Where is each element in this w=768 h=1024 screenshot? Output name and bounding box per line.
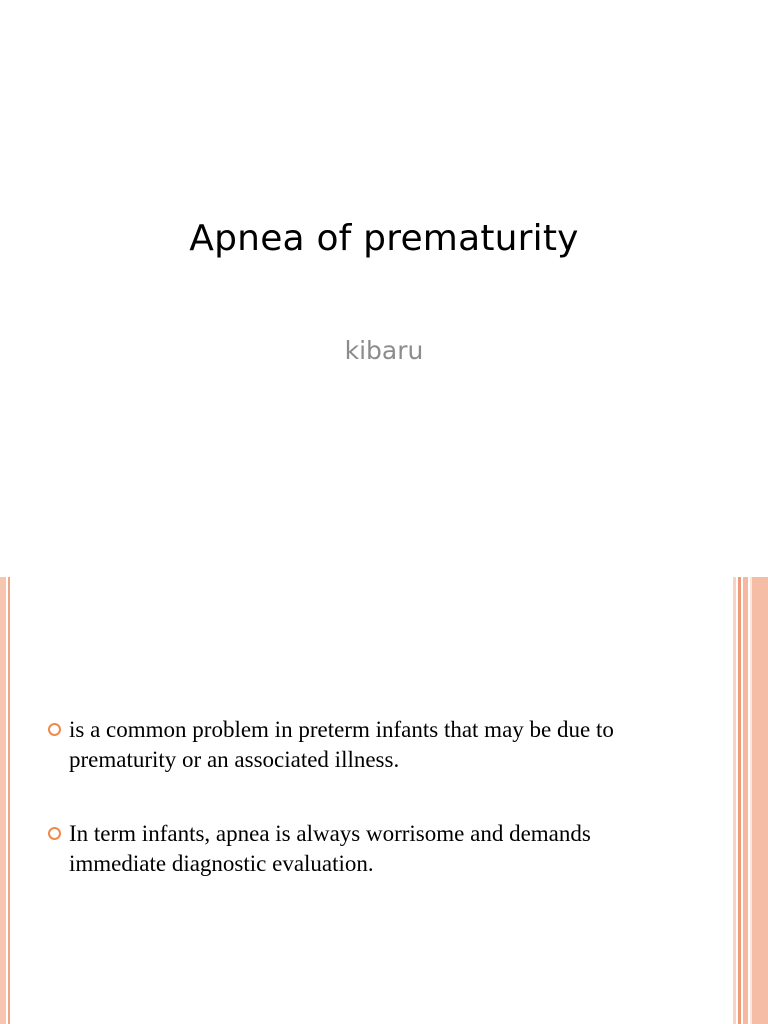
bullet-item [48,819,688,879]
slide-title: Apnea of prematurity [189,218,579,259]
left-border-accent [0,577,6,1024]
right-border-stripe [743,577,748,1024]
right-border-band [752,577,768,1024]
bullet-item [48,715,688,775]
title-slide [0,130,768,577]
bullet-list [48,715,688,923]
bullet-text: is a common problem in preterm infants that may be due to prematurity or an associated illness. [69,717,614,772]
circle-bullet-icon [48,723,61,736]
slide-subtitle: kibaru [344,336,424,365]
right-border-stripe [733,577,736,1024]
circle-bullet-icon [48,827,61,840]
content-slide [0,577,768,1024]
right-border-stripe [738,577,741,1024]
bullet-text: In term infants, apnea is always worrisome and demands immediate diagnostic evaluation. [69,821,591,876]
left-border-line [8,577,10,1024]
